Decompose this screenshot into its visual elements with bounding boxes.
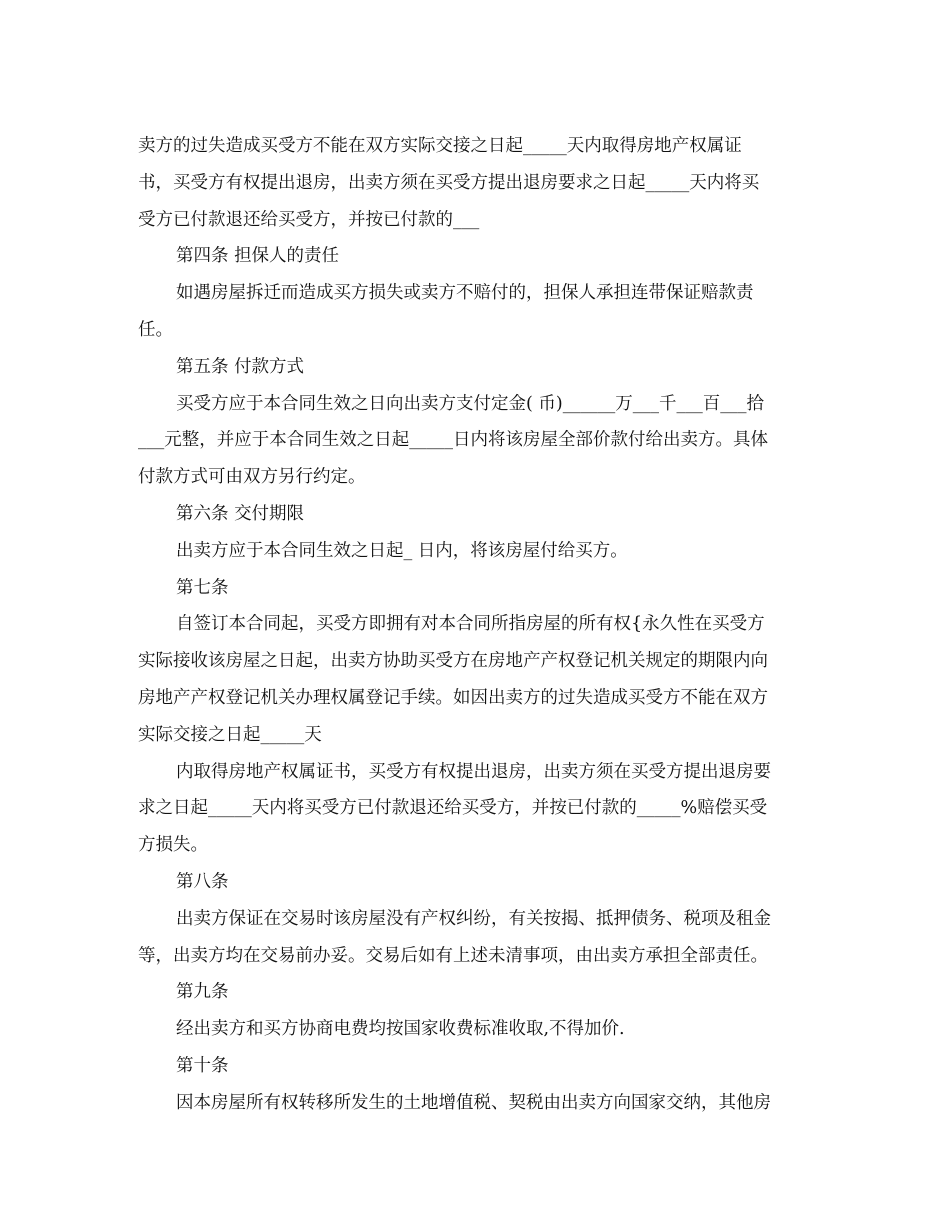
text-line: 买受方应于本合同生效之日向出卖方支付定金( 币)______万___千___百___拾 xyxy=(176,393,764,414)
text-line: 房地产产权登记机关办理权属登记手续。如因出卖方的过失造成买受方不能在双方 xyxy=(138,687,768,708)
text-line: 等，出卖方均在交易前办妥。交易后如有上述未清事项，由出卖方承担全部责任。 xyxy=(138,945,768,966)
text-line: 付款方式可由双方另行约定。 xyxy=(138,467,366,488)
text-line: 第四条 担保人的责任 xyxy=(176,246,340,267)
text-line: 实际接收该房屋之日起，出卖方协助买受方在房地产产权登记机关规定的期限内向 xyxy=(138,651,768,672)
text-line: 方损失。 xyxy=(138,835,208,856)
text-line: 经出卖方和买方协商电费均按国家收费标准收取,不得加价. xyxy=(176,1019,625,1040)
text-line: 卖方的过失造成买受方不能在双方实际交接之日起_____天内取得房地产权属证 xyxy=(138,136,742,156)
text-line: 因本房屋所有权转移所发生的土地增值税、契税由出卖方向国家交纳，其他房 xyxy=(176,1092,771,1113)
text-line: 第八条 xyxy=(176,871,229,892)
text-line: 受方已付款退还给买受方，并按已付款的___ xyxy=(138,209,480,230)
text-line: 如遇房屋拆迁而造成买方损失或卖方不赔付的，担保人承担连带保证赔款责 xyxy=(176,283,754,304)
text-line: 内取得房地产权属证书，买受方有权提出退房，出卖方须在买受方提出退房要 xyxy=(176,761,771,782)
text-line: 出卖方保证在交易时该房屋没有产权纠纷，有关按揭、抵押债务、税项及租金 xyxy=(176,908,771,929)
text-line: ___元整，并应于本合同生效之日起_____日内将该房屋全部价款付给出卖方。具体 xyxy=(138,430,768,451)
text-line: 第五条 付款方式 xyxy=(176,356,305,377)
text-line: 实际交接之日起_____天 xyxy=(138,724,322,745)
text-line: 出卖方应于本合同生效之日起_ 日内，将该房屋付给买方。 xyxy=(176,540,628,561)
document-page xyxy=(138,128,812,1122)
text-line: 书，买受方有权提出退房，出卖方须在买受方提出退房要求之日起_____天内将买 xyxy=(138,172,760,193)
text-line: 第九条 xyxy=(176,982,229,1003)
text-line: 第六条 交付期限 xyxy=(176,503,305,524)
text-line: 第十条 xyxy=(176,1055,229,1076)
text-line: 任。 xyxy=(138,319,173,340)
text-line: 求之日起_____天内将买受方已付款退还给买受方，并按已付款的_____%赔偿买受 xyxy=(138,798,768,819)
text-line: 第七条 xyxy=(176,577,229,598)
text-line: 自签订本合同起，买受方即拥有对本合同所指房屋的所有权{永久性在买受方 xyxy=(176,614,765,635)
